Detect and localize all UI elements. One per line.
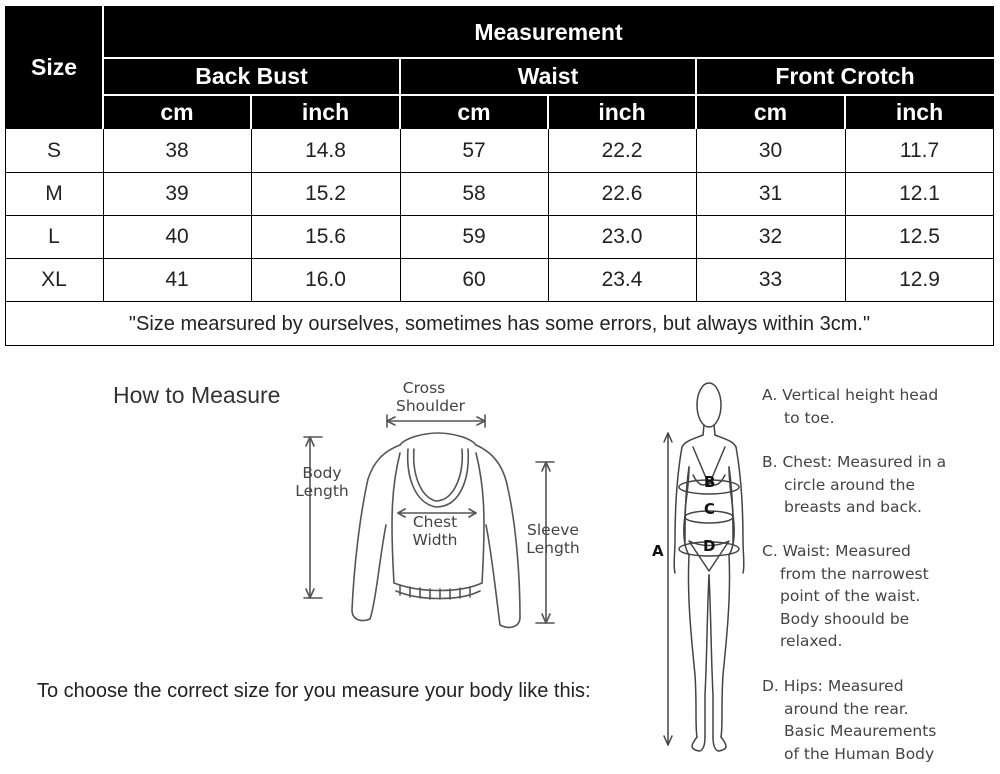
table-cell: 59 — [462, 224, 486, 248]
legend-line: breasts and back. — [784, 498, 922, 516]
table-cell: 31 — [758, 181, 783, 205]
marker-b: B — [704, 473, 716, 491]
marker-d: D — [703, 537, 716, 555]
body-length-label — [292, 464, 352, 500]
legend-item-d — [762, 675, 936, 765]
legend-line: point of the waist. — [780, 587, 921, 605]
how-to-measure-title: How to Measure — [113, 382, 281, 408]
legend-line: Basic Meaurements — [784, 722, 937, 740]
label-line: Length — [295, 482, 349, 500]
label-line: Chest — [412, 513, 458, 531]
sleeve-length-label — [520, 521, 586, 557]
table-cell: 23.0 — [601, 224, 643, 248]
size-chart-table — [5, 6, 994, 346]
table-cell: 16.0 — [305, 267, 346, 291]
header-divider — [399, 58, 401, 129]
human-body-figure-icon — [645, 375, 755, 770]
table-cell: 58 — [462, 181, 486, 205]
header-divider — [695, 58, 697, 129]
label-line: Body — [302, 464, 342, 482]
legend-lead: B. Chest: Measured in a — [762, 453, 947, 471]
table-cell: 32 — [758, 224, 783, 248]
label-line: Sleeve — [527, 521, 579, 539]
unit-header-cm: cm — [103, 95, 251, 129]
header-divider — [103, 57, 994, 59]
legend-item-c — [762, 540, 929, 653]
unit-header-inch: inch — [548, 95, 696, 129]
size-label-m: M — [45, 181, 63, 205]
size-label-xl: XL — [41, 267, 67, 291]
table-cell: 15.2 — [305, 181, 346, 205]
table-cell: 22.2 — [601, 138, 643, 162]
unit-header-cm: cm — [400, 95, 548, 129]
table-cell: 39 — [165, 181, 189, 205]
marker-a: A — [652, 542, 664, 560]
unit-header-inch: inch — [251, 95, 400, 129]
table-cell: 33 — [758, 267, 783, 291]
label-line: Cross — [402, 379, 446, 397]
table-cell: 15.6 — [305, 224, 346, 248]
legend-line: Body shoould be — [780, 609, 910, 628]
marker-c: C — [704, 500, 716, 518]
label-line: Width — [412, 531, 458, 549]
table-cell: 12.1 — [899, 181, 940, 205]
cross-shoulder-label — [396, 379, 466, 415]
header-divider — [844, 95, 846, 129]
chest-width-label — [405, 513, 465, 549]
label-line: Shoulder — [396, 397, 466, 415]
group-header-waist: Waist — [400, 58, 696, 95]
table-cell: 30 — [758, 138, 783, 162]
size-label-s: S — [46, 138, 61, 162]
table-cell: 12.5 — [899, 224, 940, 248]
table-cell: 60 — [462, 267, 486, 291]
label-line: Length — [526, 539, 580, 557]
header-divider — [102, 6, 104, 129]
table-cell: 41 — [165, 267, 189, 291]
legend-line: to toe. — [784, 408, 835, 427]
unit-header-cm: cm — [696, 95, 845, 129]
table-cell: 14.8 — [305, 138, 346, 162]
legend-item-a — [762, 384, 938, 429]
unit-header-inch: inch — [845, 95, 994, 129]
instruction-text: To choose the correct size for you measure your body like this: — [37, 680, 591, 702]
legend-line: relaxed. — [780, 632, 843, 650]
legend-line: circle around the — [784, 475, 916, 494]
table-cell: 38 — [165, 138, 189, 162]
legend-line: of the Human Body — [784, 744, 935, 763]
table-cell: 40 — [165, 224, 189, 248]
group-header-front-crotch: Front Crotch — [696, 58, 994, 95]
header-divider — [250, 95, 252, 129]
header-divider — [547, 95, 549, 129]
legend-lead: C. Waist: Measured — [762, 542, 911, 560]
legend-lead: A. Vertical height head — [762, 386, 939, 404]
group-header-back-bust: Back Bust — [103, 58, 400, 95]
size-label-l: L — [48, 224, 60, 248]
legend-lead: D. Hips: Measured — [762, 677, 904, 695]
legend-line: around the rear. — [784, 699, 909, 718]
legend-item-b — [762, 451, 946, 519]
table-cell: 23.4 — [601, 267, 643, 291]
legend-line: from the narrowest — [780, 564, 929, 583]
measurement-note: "Size mearsured by ourselves, sometimes has some errors, but always within 3cm." — [128, 312, 871, 335]
table-cell: 12.9 — [899, 267, 940, 291]
measurement-header: Measurement — [103, 6, 994, 58]
size-column-header: Size — [5, 6, 103, 129]
table-cell: 11.7 — [899, 138, 940, 162]
table-cell: 22.6 — [601, 181, 643, 205]
table-cell: 57 — [462, 138, 486, 162]
